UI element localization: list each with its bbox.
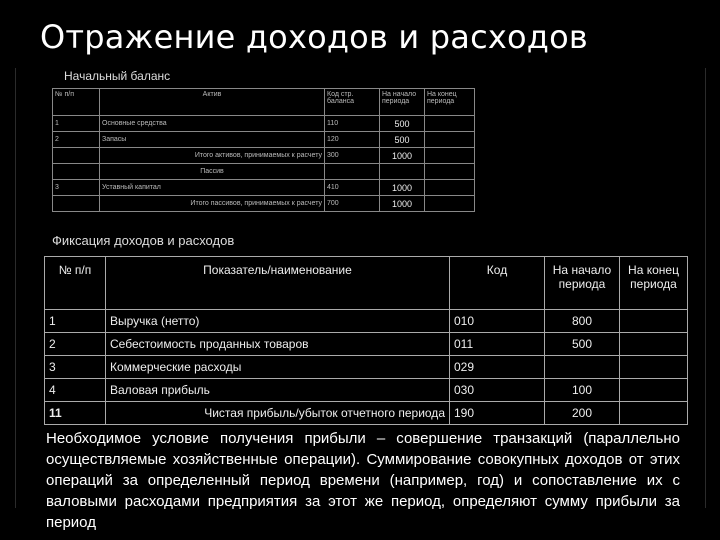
table-cell: 029	[450, 356, 545, 379]
table-cell: Пассив	[100, 164, 325, 180]
table-cell: 1	[53, 116, 100, 132]
slide-frame-right	[705, 68, 706, 508]
header-cell: Актив	[100, 89, 325, 116]
table-cell: 3	[45, 356, 106, 379]
header-cell: Код	[450, 257, 545, 310]
table-cell: 2	[45, 333, 106, 356]
table-row	[53, 132, 475, 148]
table-cell	[620, 402, 688, 425]
table-cell: 500	[545, 333, 620, 356]
table-cell	[425, 196, 475, 212]
table-row	[53, 116, 475, 132]
table-row	[45, 310, 688, 333]
table-cell: 11	[45, 402, 106, 425]
table-cell	[545, 356, 620, 379]
table-cell	[620, 379, 688, 402]
table-cell	[425, 164, 475, 180]
income-table	[44, 256, 688, 425]
table-cell	[53, 164, 100, 180]
table-cell: 200	[545, 402, 620, 425]
table-cell: Себестоимость проданных товаров	[106, 333, 450, 356]
table-cell: Валовая прибыль	[106, 379, 450, 402]
table-cell: 2	[53, 132, 100, 148]
income-heading: Фиксация доходов и расходов	[52, 233, 235, 248]
slide-frame-left	[15, 68, 16, 508]
table-cell: 190	[450, 402, 545, 425]
table-cell: Чистая прибыль/убыток отчетного периода	[106, 402, 450, 425]
table-row	[53, 196, 475, 212]
table-header-row	[45, 257, 688, 310]
table-row	[53, 164, 475, 180]
table-cell	[425, 116, 475, 132]
table-cell	[425, 180, 475, 196]
table-cell: Уставный капитал	[100, 180, 325, 196]
table-row	[53, 180, 475, 196]
header-cell: Код стр. баланса	[325, 89, 380, 116]
header-cell: На начало периода	[545, 257, 620, 310]
table-cell: 110	[325, 116, 380, 132]
table-row	[45, 402, 688, 425]
table-cell: Запасы	[100, 132, 325, 148]
table-cell: Итого пассивов, принимаемых к расчету	[100, 196, 325, 212]
table-cell: 800	[545, 310, 620, 333]
table-row	[45, 333, 688, 356]
table-cell: Основные средства	[100, 116, 325, 132]
header-cell: Показатель/наименование	[106, 257, 450, 310]
table-cell	[380, 164, 425, 180]
table-cell: 500	[380, 132, 425, 148]
table-cell	[620, 310, 688, 333]
table-cell: Коммерческие расходы	[106, 356, 450, 379]
table-cell	[425, 148, 475, 164]
header-cell: На конец периода	[425, 89, 475, 116]
table-cell: 500	[380, 116, 425, 132]
table-cell: 4	[45, 379, 106, 402]
header-cell: № п/п	[53, 89, 100, 116]
header-cell: № п/п	[45, 257, 106, 310]
balance-heading: Начальный баланс	[64, 69, 171, 83]
slide-title: Отражение доходов и расходов	[40, 18, 588, 56]
table-row	[45, 379, 688, 402]
table-cell: 010	[450, 310, 545, 333]
table-cell	[325, 164, 380, 180]
header-cell: На начало периода	[380, 89, 425, 116]
table-cell: 1000	[380, 148, 425, 164]
table-cell: 030	[450, 379, 545, 402]
table-cell: Итого активов, принимаемых к расчету	[100, 148, 325, 164]
table-cell: 700	[325, 196, 380, 212]
table-cell	[53, 196, 100, 212]
table-cell: 1	[45, 310, 106, 333]
balance-table	[52, 88, 475, 212]
table-cell: 100	[545, 379, 620, 402]
table-cell: 1000	[380, 180, 425, 196]
table-cell	[53, 148, 100, 164]
table-cell: 410	[325, 180, 380, 196]
table-row	[45, 356, 688, 379]
table-cell	[620, 333, 688, 356]
table-cell: 011	[450, 333, 545, 356]
table-cell: 3	[53, 180, 100, 196]
table-cell: 1000	[380, 196, 425, 212]
table-cell	[425, 132, 475, 148]
table-cell: 300	[325, 148, 380, 164]
table-cell: 120	[325, 132, 380, 148]
body-paragraph: Необходимое условие получения прибыли – совершение транзакций (параллельно осуществляемые хозяйственные операции). Суммирование совокупных доходов от этих операций за определенный период времени (например, год) и сопоставление их с валовыми расходами предприятия за этот же период, определяют сумму прибыли за период	[46, 430, 680, 531]
header-cell: На конец периода	[620, 257, 688, 310]
table-header-row	[53, 89, 475, 116]
table-cell: Выручка (нетто)	[106, 310, 450, 333]
table-cell	[620, 356, 688, 379]
table-row	[53, 148, 475, 164]
